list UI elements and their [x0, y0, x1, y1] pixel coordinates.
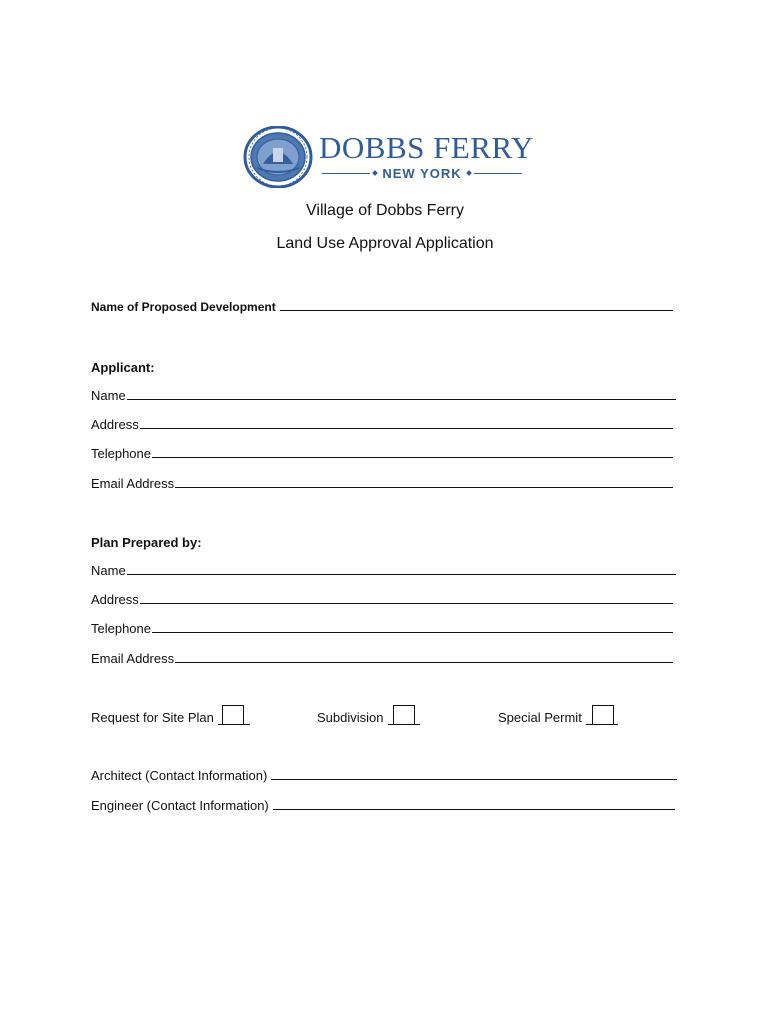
subdivision-option[interactable]	[317, 699, 420, 725]
plan-prepared-by-title: Plan Prepared by:	[91, 535, 202, 550]
subdivision-checkbox[interactable]	[388, 699, 420, 725]
development-name-line[interactable]	[280, 310, 673, 311]
applicant-email-label: Email Address	[91, 476, 175, 491]
special-permit-underline	[586, 724, 618, 725]
subdivision-checkbox-box[interactable]	[393, 705, 415, 725]
preparer-telephone-line[interactable]	[152, 632, 673, 633]
site-plan-option[interactable]	[91, 699, 250, 725]
village-seal-icon	[243, 126, 313, 188]
special-permit-checkbox-box[interactable]	[592, 705, 614, 725]
preparer-telephone-label: Telephone	[91, 621, 151, 636]
engineer-contact-field[interactable]	[91, 799, 675, 812]
special-permit-option[interactable]	[498, 699, 618, 725]
logo-subtitle-text: NEW YORK	[382, 165, 462, 181]
preparer-email-field[interactable]	[91, 652, 673, 665]
preparer-name-label: Name	[91, 563, 126, 578]
architect-contact-line[interactable]	[271, 779, 677, 780]
preparer-email-line[interactable]	[175, 662, 673, 663]
site-plan-underline	[218, 724, 250, 725]
preparer-telephone-field[interactable]	[91, 622, 673, 635]
preparer-address-line[interactable]	[140, 603, 673, 604]
architect-contact-label: Architect (Contact Information)	[91, 768, 268, 783]
preparer-name-line[interactable]	[127, 574, 676, 575]
applicant-telephone-field[interactable]	[91, 447, 673, 460]
site-plan-label: Request for Site Plan	[91, 710, 214, 725]
preparer-address-field[interactable]	[91, 593, 673, 606]
applicant-address-label: Address	[91, 417, 139, 432]
applicant-name-label: Name	[91, 388, 126, 403]
development-name-label: Name of Proposed Development	[91, 300, 276, 314]
applicant-email-field[interactable]	[91, 477, 673, 490]
applicant-address-field[interactable]	[91, 418, 673, 431]
special-permit-checkbox[interactable]	[586, 699, 618, 725]
subdivision-label: Subdivision	[317, 710, 384, 725]
applicant-address-line[interactable]	[140, 428, 673, 429]
applicant-telephone-label: Telephone	[91, 446, 151, 461]
architect-contact-field[interactable]	[91, 769, 677, 782]
applicant-title: Applicant:	[91, 360, 155, 375]
development-name-field[interactable]	[91, 301, 673, 313]
applicant-email-line[interactable]	[175, 487, 673, 488]
engineer-contact-line[interactable]	[273, 809, 675, 810]
preparer-name-field[interactable]	[91, 564, 676, 577]
subdivision-underline	[388, 724, 420, 725]
site-plan-checkbox-box[interactable]	[222, 705, 244, 725]
applicant-name-field[interactable]	[91, 389, 676, 402]
logo-title: DOBBS FERRY	[319, 130, 534, 165]
applicant-telephone-line[interactable]	[152, 457, 673, 458]
special-permit-label: Special Permit	[498, 710, 582, 725]
preparer-address-label: Address	[91, 592, 139, 607]
logo-subtitle	[322, 163, 522, 183]
page-title-village: Village of Dobbs Ferry	[306, 202, 464, 219]
preparer-email-label: Email Address	[91, 651, 175, 666]
engineer-contact-label: Engineer (Contact Information)	[91, 798, 269, 813]
page-title-application: Land Use Approval Application	[276, 235, 494, 252]
applicant-name-line[interactable]	[127, 399, 676, 400]
site-plan-checkbox[interactable]	[218, 699, 250, 725]
